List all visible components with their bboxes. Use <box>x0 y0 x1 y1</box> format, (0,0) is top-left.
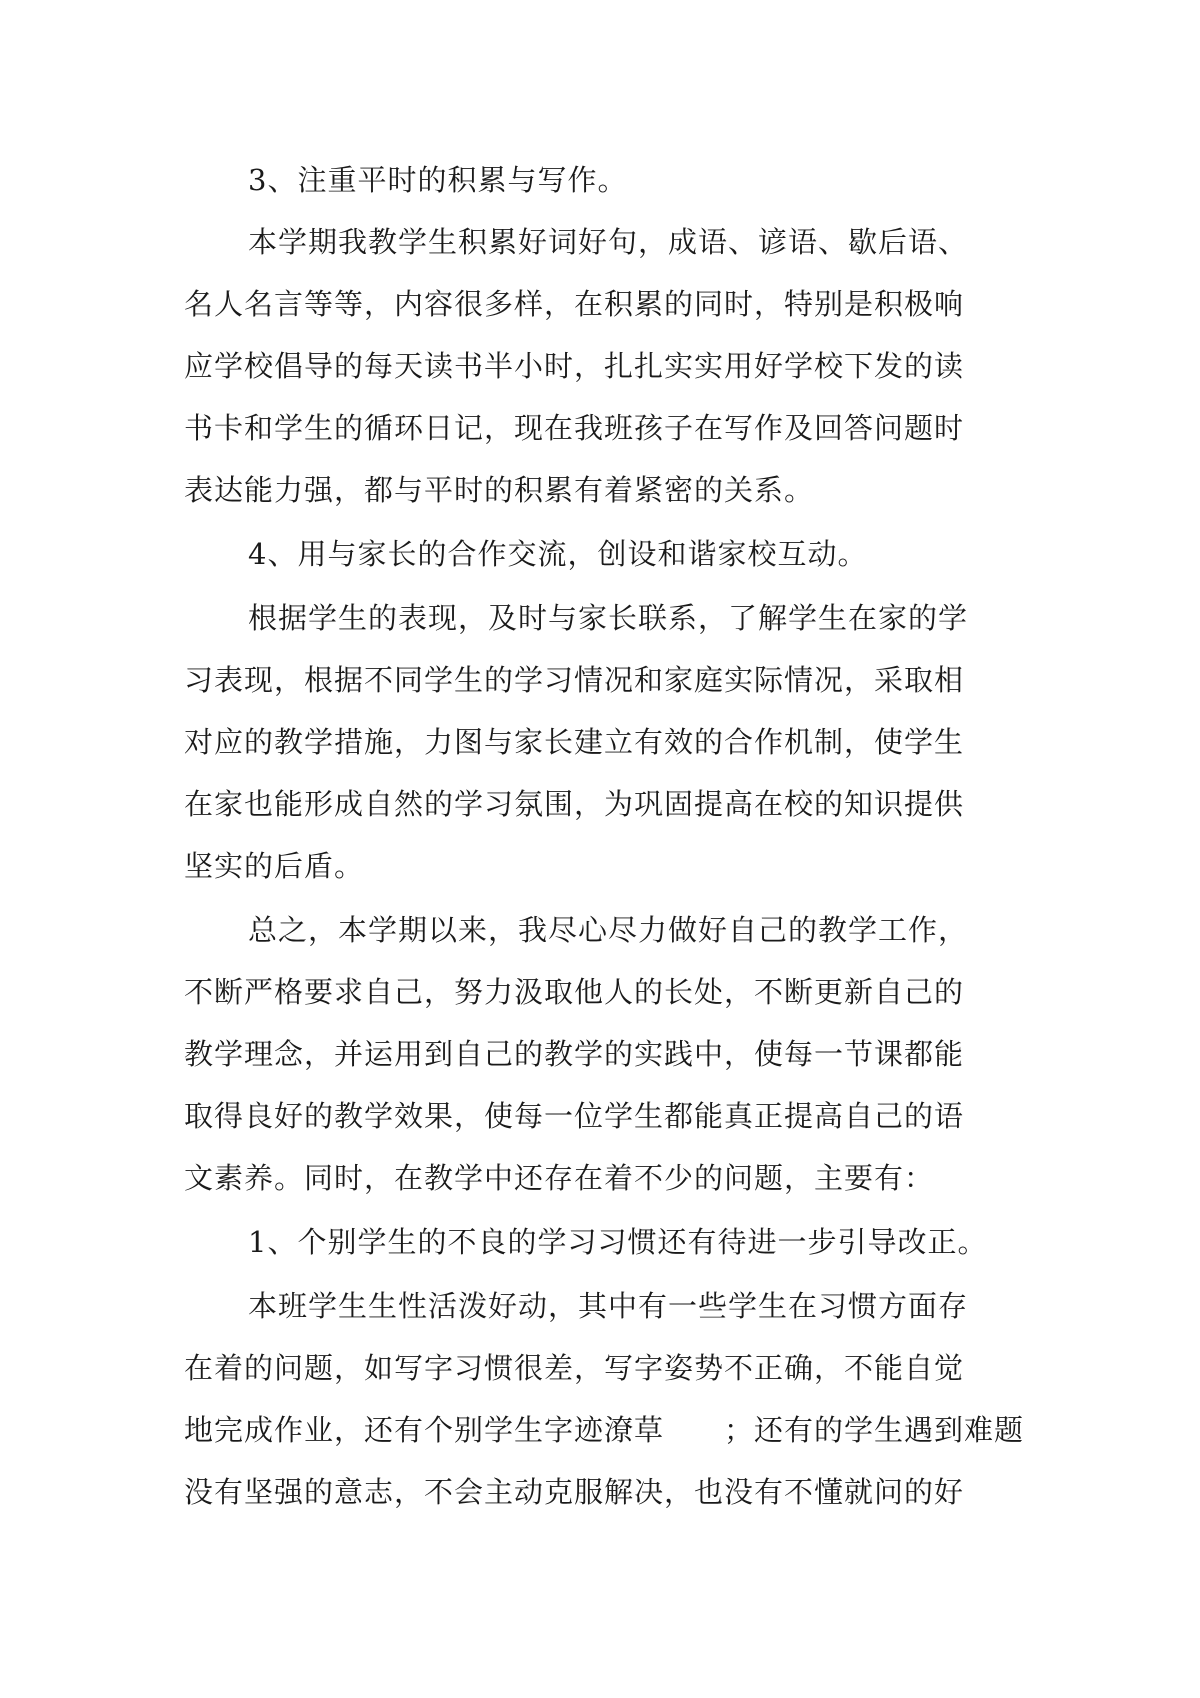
paragraph-line <box>184 1410 1024 1450</box>
paragraph-line: 总之，本学期以来，我尽心尽力做好自己的教学工作， <box>248 913 969 947</box>
line-segment-right: ；还有的学生遇到难题 <box>724 1413 1025 1447</box>
paragraph-line: 取得良好的教学效果，使每一位学生都能真正提高自己的语 <box>184 1099 965 1133</box>
paragraph-line: 本班学生生性活泼好动，其中有一些学生在习惯方面存 <box>248 1289 969 1323</box>
paragraph-line: 教学理念，并运用到自己的教学的实践中，使每一节课都能 <box>184 1037 965 1071</box>
paragraph-line: 在家也能形成自然的学习氛围，为巩固提高在校的知识提供 <box>184 787 965 821</box>
heading-3: 3、注重平时的积累与写作。 <box>248 163 628 197</box>
paragraph-line: 坚实的后盾。 <box>184 849 365 883</box>
paragraph-line: 不断严格要求自己，努力汲取他人的长处，不断更新自己的 <box>184 975 965 1009</box>
line-segment-left: 地完成作业，还有个别学生字迹潦草 <box>184 1413 665 1447</box>
paragraph-line: 没有坚强的意志，不会主动克服解决，也没有不懂就问的好 <box>184 1475 965 1509</box>
heading-1: 1、个别学生的不良的学习习惯还有待进一步引导改正。 <box>248 1225 988 1259</box>
paragraph-line: 表达能力强，都与平时的积累有着紧密的关系。 <box>184 473 815 507</box>
paragraph-line: 在着的问题，如写字习惯很差，写字姿势不正确，不能自觉 <box>184 1351 965 1385</box>
paragraph-line: 本学期我教学生积累好词好句，成语、谚语、歇后语、 <box>248 225 969 259</box>
paragraph-line: 习表现，根据不同学生的学习情况和家庭实际情况，采取相 <box>184 663 965 697</box>
heading-4: 4、用与家长的合作交流，创设和谐家校互动。 <box>248 537 868 571</box>
paragraph-line: 根据学生的表现，及时与家长联系，了解学生在家的学 <box>248 601 969 635</box>
paragraph-line: 应学校倡导的每天读书半小时，扎扎实实用好学校下发的读 <box>184 349 965 383</box>
paragraph-line: 书卡和学生的循环日记，现在我班孩子在写作及回答问题时 <box>184 411 965 445</box>
paragraph-line: 文素养。同时，在教学中还存在着不少的问题，主要有： <box>184 1161 935 1195</box>
paragraph-line: 对应的教学措施，力图与家长建立有效的合作机制，使学生 <box>184 725 965 759</box>
paragraph-line: 名人名言等等，内容很多样，在积累的同时，特别是积极响 <box>184 287 965 321</box>
